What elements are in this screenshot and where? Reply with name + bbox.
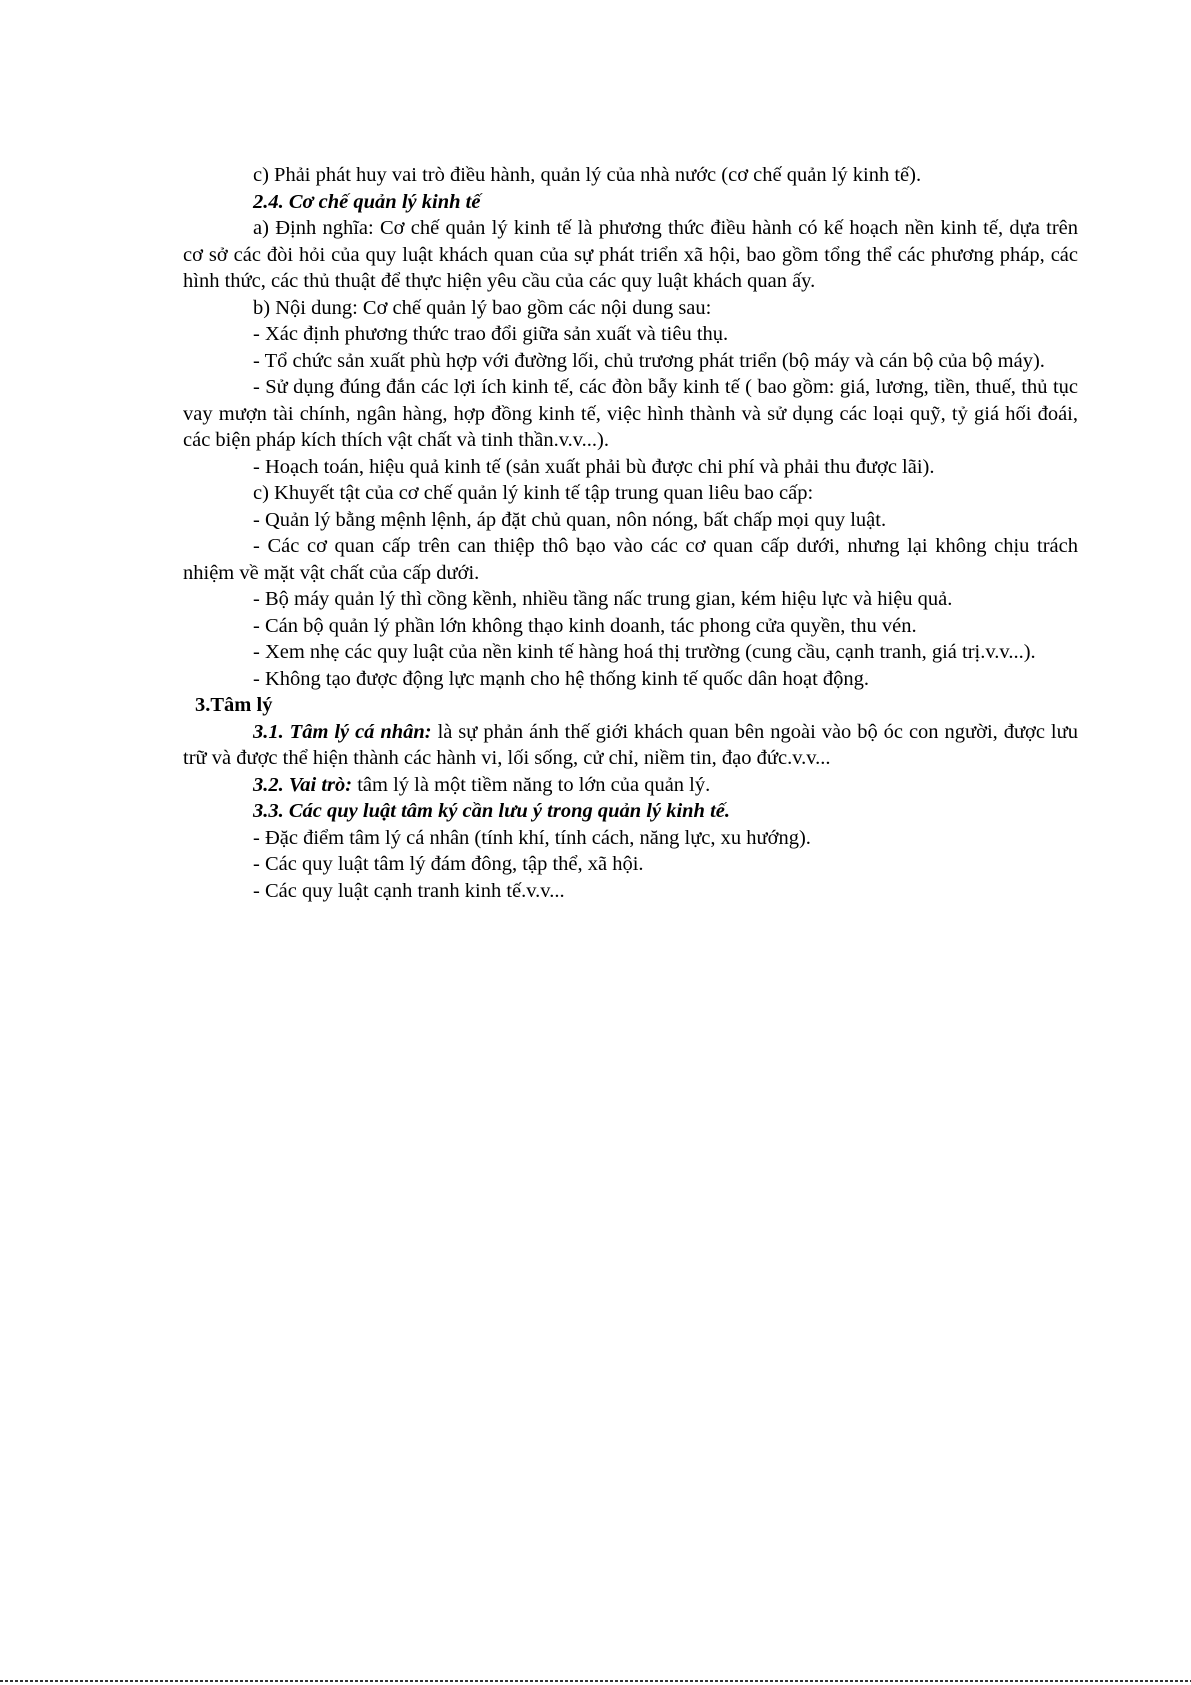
label-3-1: 3.1. Tâm lý cá nhân: (253, 720, 432, 743)
heading-3-3: 3.3. Các quy luật tâm ký cần lưu ý trong quản lý kinh tế. (253, 800, 730, 822)
paragraph-3-2 (183, 772, 1078, 799)
bullet-c2: - Các cơ quan cấp trên can thiệp thô bạo vào các cơ quan cấp dưới, nhưng lại không chịu trách nhiệm về mặt vật chất của cấp dưới. (183, 535, 1078, 584)
bullet-b1: - Xác định phương thức trao đổi giữa sản xuất và tiêu thụ. (253, 323, 729, 345)
paragraph-c-defects: c) Khuyết tật của cơ chế quản lý kinh tế tập trung quan liêu bao cấp: (253, 482, 814, 504)
document-page (183, 162, 1078, 904)
heading-3: 3.Tâm lý (195, 694, 273, 716)
label-3-2: 3.2. Vai trò: (253, 773, 353, 796)
bullet-d3: - Các quy luật cạnh tranh kinh tế.v.v... (253, 879, 565, 902)
paragraph-3-1 (183, 719, 1078, 772)
page-bottom-rule (0, 1680, 1191, 1682)
paragraph-a-definition: a) Định nghĩa: Cơ chế quản lý kinh tế là phương thức điều hành có kế hoạch nền kinh tế, dựa trên cơ sở các đòi hỏi của quy luật khách quan của sự phát triển xã hội, bao gồm tổng thể các phương pháp, các hình thức, các thủ thuật để thực hiện yêu cầu của các quy luật khách quan ấy. (183, 217, 1078, 292)
bullet-c4: - Cán bộ quản lý phần lớn không thạo kinh doanh, tác phong cửa quyền, thu vén. (253, 614, 917, 637)
bullet-c6: - Không tạo được động lực mạnh cho hệ thống kinh tế quốc dân hoạt động. (253, 667, 870, 690)
paragraph-c-state-role: c) Phải phát huy vai trò điều hành, quản lý của nhà nước (cơ chế quản lý kinh tế). (253, 164, 922, 186)
bullet-c1: - Quản lý bằng mệnh lệnh, áp đặt chủ quan, nôn nóng, bất chấp mọi quy luật. (253, 508, 887, 531)
heading-2-4: 2.4. Cơ chế quản lý kinh tế (253, 190, 481, 213)
bullet-b2: - Tổ chức sản xuất phù hợp với đường lối, chủ trương phát triển (bộ máy và cán bộ của bộ máy). (253, 349, 1045, 372)
bullet-d1: - Đặc điểm tâm lý cá nhân (tính khí, tính cách, năng lực, xu hướng). (253, 826, 811, 849)
bullet-b3: - Sử dụng đúng đắn các lợi ích kinh tế, các đòn bẫy kinh tế ( bao gồm: giá, lương, tiền, thuế, thủ tục vay mượn tài chính, ngân hàng, hợp đồng kinh tế, việc hình thành và sử dụng các loại quỹ, tỷ giá hối đoái, các biện pháp kích thích vật chất và tinh thần.v.v...). (183, 376, 1078, 451)
text-3-1: là sự phản ánh thế giới khách quan bên ngoài vào bộ óc con người, được lưu trữ và được thể hiện thành các hành vi, lối sống, cử chỉ, niềm tin, đạo đức.v.v... (183, 720, 1078, 769)
bullet-b4: - Hoạch toán, hiệu quả kinh tế (sản xuất phải bù được chi phí và phải thu được lãi). (253, 455, 935, 478)
text-3-2: tâm lý là một tiềm năng to lớn của quản lý. (352, 773, 711, 796)
bullet-d2: - Các quy luật tâm lý đám đông, tập thể, xã hội. (253, 853, 644, 875)
bullet-c5: - Xem nhẹ các quy luật của nền kinh tế hàng hoá thị trường (cung cầu, cạnh tranh, giá trị.v.v...). (253, 641, 1036, 663)
paragraph-b-content: b) Nội dung: Cơ chế quản lý bao gồm các nội dung sau: (253, 296, 712, 319)
bullet-c3: - Bộ máy quản lý thì cồng kềnh, nhiều tầng nấc trung gian, kém hiệu lực và hiệu quả. (253, 588, 953, 610)
